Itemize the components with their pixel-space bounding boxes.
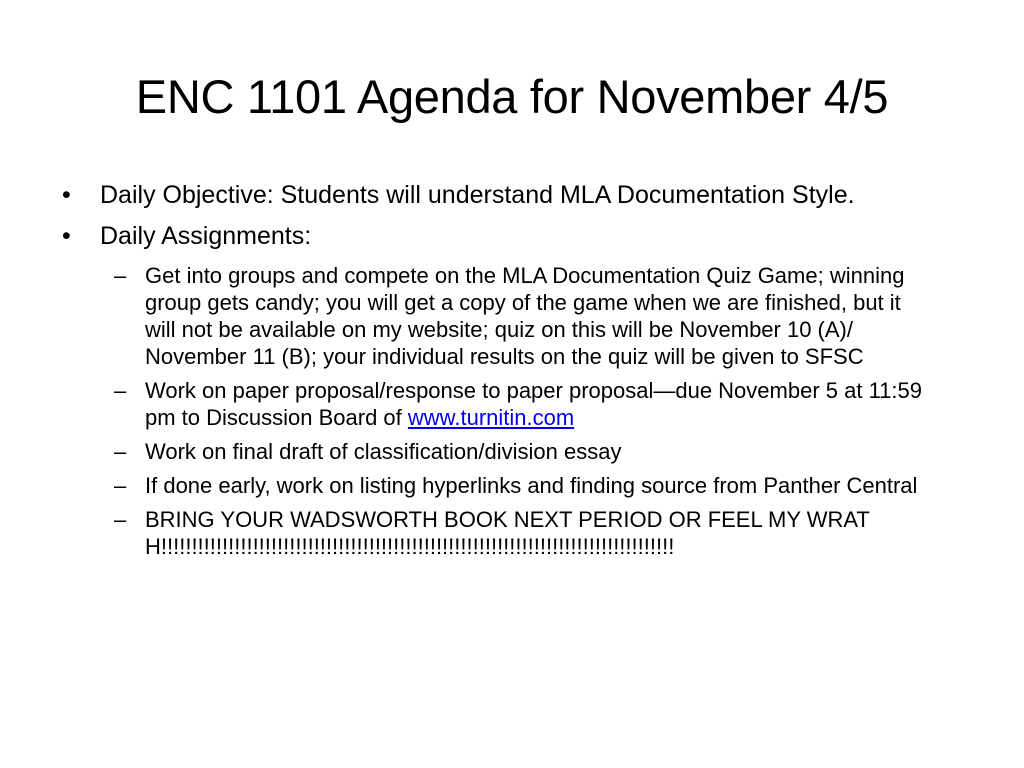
dash-marker: – (114, 378, 127, 403)
dash-marker: – (114, 473, 127, 498)
turnitin-link[interactable]: www.turnitin.com (407, 405, 575, 430)
dash-marker: – (114, 439, 127, 464)
bullet-text: Daily Assignments: (100, 222, 312, 250)
assignment-list (62, 262, 972, 560)
bullet-marker: • (62, 181, 71, 209)
assignment-text: Get into groups and compete on the MLA Documentation Quiz Game; winning group gets candy; you will get a copy of the game when we are finished, but it will not be available on my website; quiz on this will be November 10 (A)/ November 11 (B); your individual results on the quiz will be given to SFSC (145, 263, 905, 369)
dash-marker: – (114, 263, 127, 288)
bullet-marker: • (62, 222, 71, 250)
assignment-text: If done early, work on listing hyperlinks and finding source from Panther Central (145, 473, 918, 498)
bullet-daily-assignments (62, 221, 972, 252)
assignment-text: Work on final draft of classification/division essay (145, 439, 622, 464)
assignment-item-hyperlinks (100, 472, 925, 499)
dash-marker: – (114, 507, 127, 532)
slide-content (62, 180, 972, 567)
slide-title: ENC 1101 Agenda for November 4/5 (135, 70, 889, 123)
bullet-text: Daily Objective: Students will understand MLA Documentation Style. (100, 181, 855, 209)
assignment-item-final-draft (100, 438, 925, 465)
assignment-item-wadsworth-book (100, 506, 925, 560)
assignment-text: BRING YOUR WADSWORTH BOOK NEXT PERIOD OR FEEL MY WRATH!!!!!!!!!!!!!!!!!!!!!!!!!!!!!!!!!!!!!!!!!!!!!!!!!!!!!!!!!!!!!!!!!!!!!!!!!!!!!!!!!!!! (145, 507, 870, 559)
bullet-daily-objective (62, 180, 972, 211)
assignment-item-paper-proposal (100, 377, 925, 431)
assignment-item-quiz-game (100, 262, 925, 370)
assignment-text: Work on paper proposal/response to paper proposal—due November 5 at 11:59 pm to Discussion Board of (145, 378, 922, 430)
